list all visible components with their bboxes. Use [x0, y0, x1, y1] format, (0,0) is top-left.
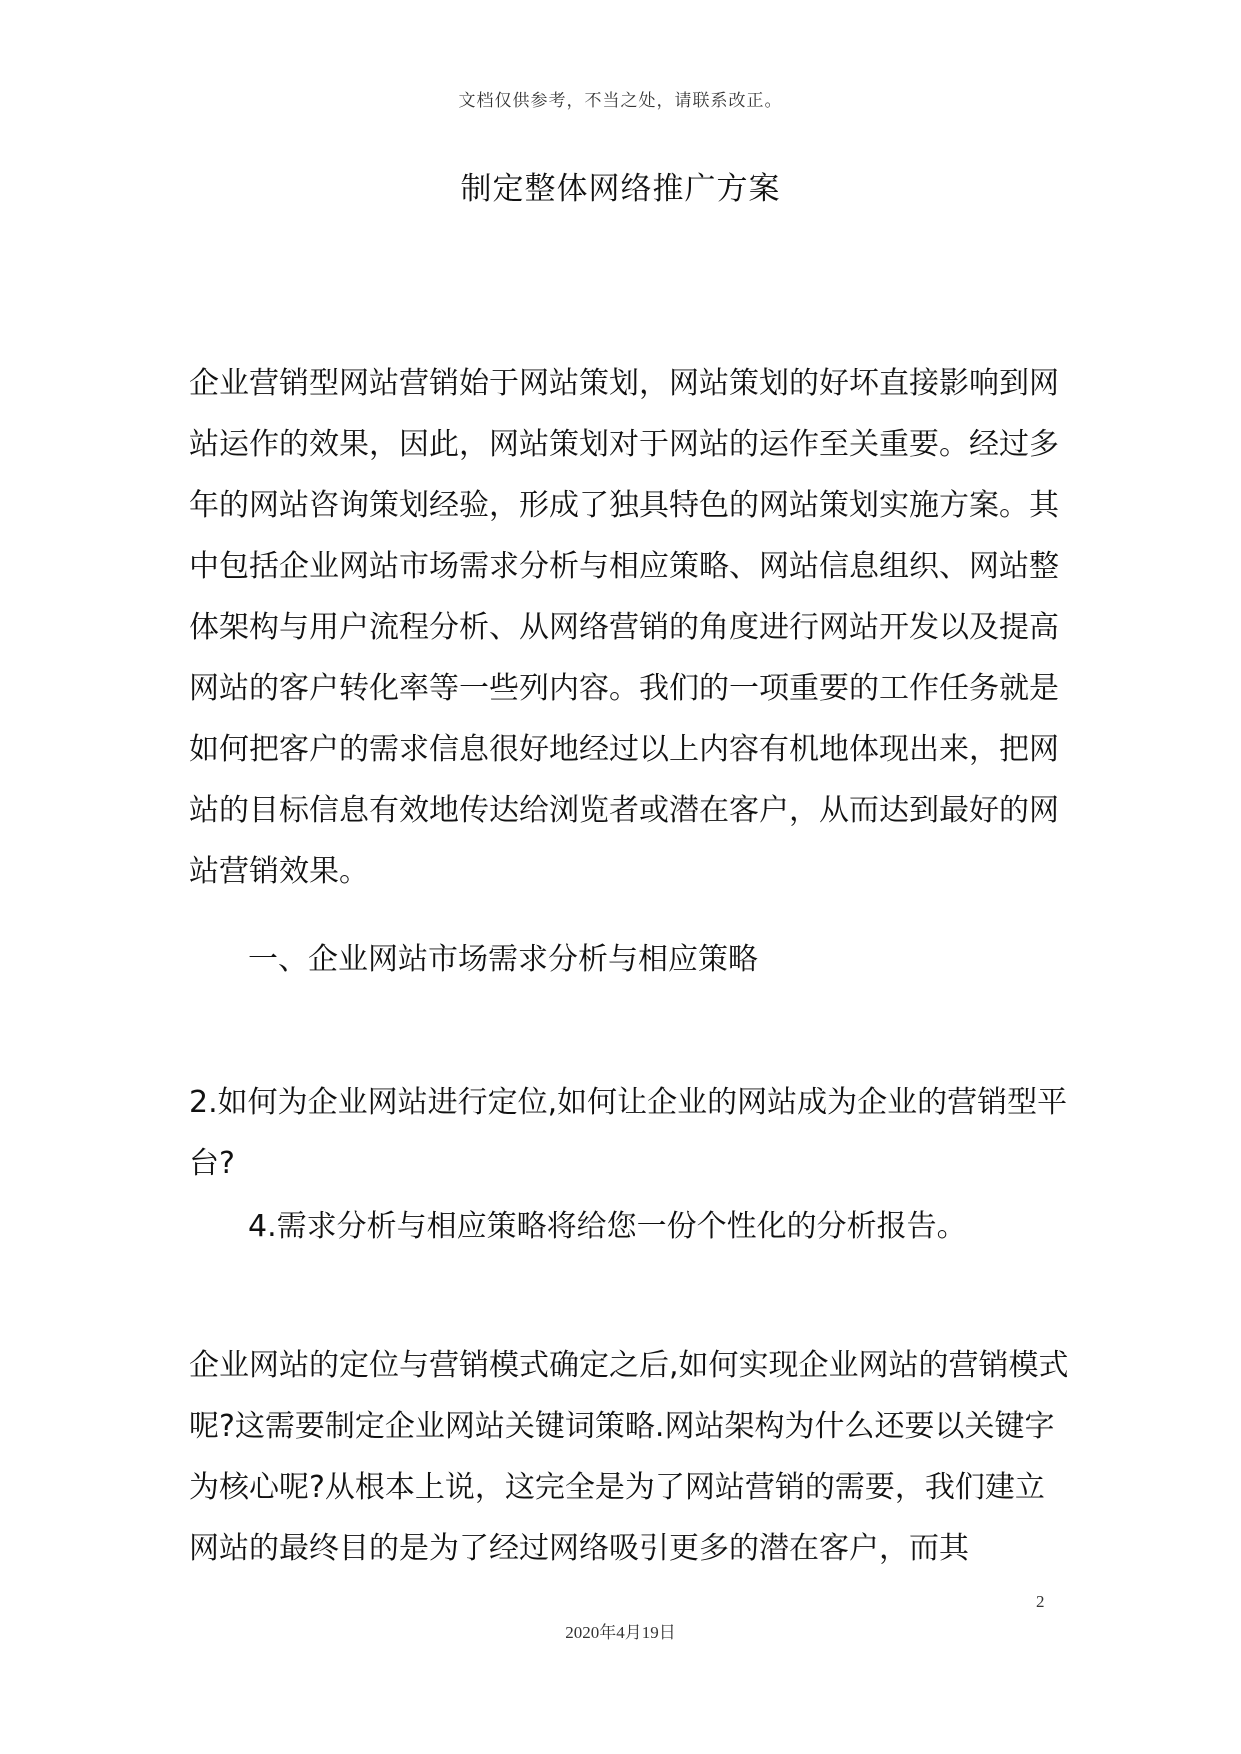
page-number: 2 [1036, 1592, 1045, 1611]
body-paragraph: 2.如何为企业网站进行定位,如何让企业的网站成为企业的营销型平台? [189, 1085, 1068, 1181]
footer-date: 2020年4月19日 [565, 1623, 676, 1642]
header-note: 文档仅供参考，不当之处，请联系改正。 [458, 91, 783, 111]
body-paragraph: 4.需求分析与相应策略将给您一份个性化的分析报告。 [248, 1209, 967, 1244]
section-heading: 一、企业网站市场需求分析与相应策略 [248, 942, 758, 977]
page-title: 制定整体网络推广方案 [460, 171, 781, 207]
body-paragraph: 企业网站的定位与营销模式确定之后,如何实现企业网站的营销模式呢?这需要制定企业网站关键词策略.网站架构为什么还要以关键字为核心呢?从根本上说，这完全是为了网站营销的需要，我们建立网站的最终目的是为了经过网络吸引更多的潜在客户，而其 [189, 1348, 1069, 1566]
body-paragraph: 企业营销型网站营销始于网站策划，网站策划的好坏直接影响到网站运作的效果，因此，网站策划对于网站的运作至关重要。经过多年的网站咨询策划经验，形成了独具特色的网站策划实施方案。其中包括企业网站市场需求分析与相应策略、网站信息组织、网站整体架构与用户流程分析、从网络营销的角度进行网站开发以及提高网站的客户转化率等一些列内容。我们的一项重要的工作任务就是如何把客户的需求信息很好地经过以上内容有机地体现出来，把网站的目标信息有效地传达给浏览者或潜在客户，从而达到最好的网站营销效果。 [189, 366, 1059, 889]
